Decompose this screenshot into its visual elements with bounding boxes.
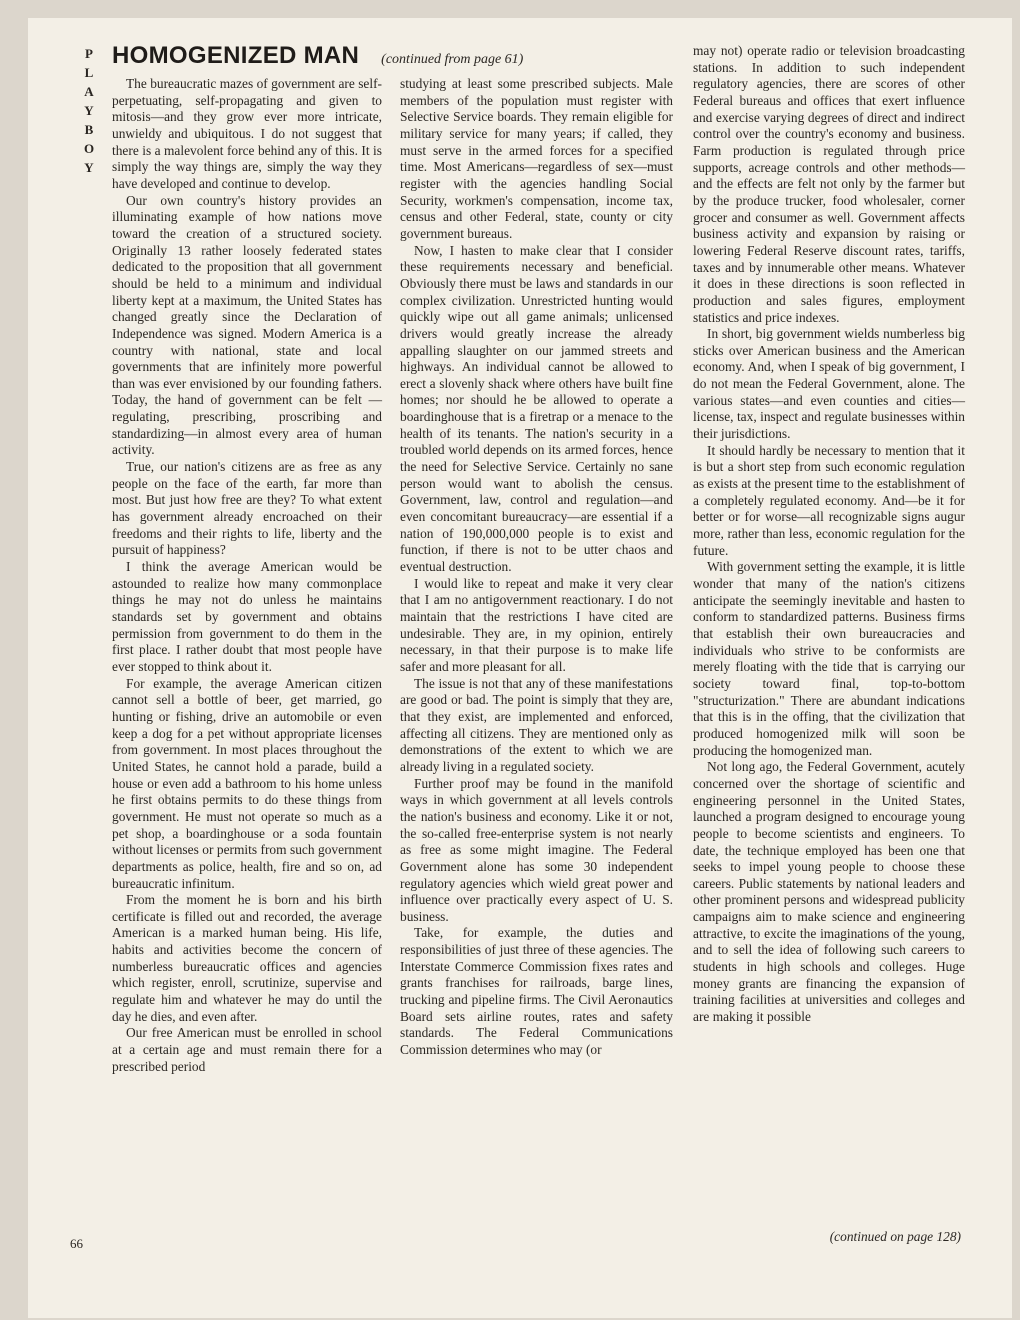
paragraph: I would like to repeat and make it very clear that I am no antigovernment reactionary. I do not maintain that the restrictions I have cited are undesirable. They are, in my opinion, entirely necessary, in that their purpose is to make life safer and more pleasant for all. (400, 575, 673, 674)
paragraph: may not) operate radio or television broadcasting stations. In addition to such independent regulatory agencies, there are scores of other Federal bureaus and offices that exert influence and exercise varying degrees of direct and indirect control over the country's economy and business. Farm production is regulated through price supports, acreage controls and other methods—and the effects are felt not only by the farmer but by the produce trucker, food wholesaler, corner grocer and consumer as well. Government affects business activity and expansion by raising or lowering Federal Reserve discount rates, tariffs, taxes and by innumerable other means. Whatever it does in these directions is soon reflected in production and sales figures, employment statistics and price indexes. (693, 43, 965, 325)
paragraph: From the moment he is born and his birth certificate is filled out and recorded, the average American is a marked human being. His life, habits and activities become the concern of numberless bureaucratic offices and agencies which register, enroll, scrutinize, supervise and regulate him and whatever he may do until the day he dies, and even after. (112, 892, 382, 1024)
paragraph: For example, the average American citizen cannot sell a bottle of beer, get married, go hunting or fishing, drive an automobile or even keep a dog for a pet without appropriate licenses from government. In most places throughout the United States, he cannot hold a parade, build a house or even add a bathroom to his home unless he first obtains permits to do these things from government. He must not operate so much as a pet shop, a boardinghouse or a soda fountain without licenses or permits from such government departments as police, health, fire and so on, ad bureaucratic infinitum. (112, 675, 382, 891)
column-1 (112, 76, 382, 1075)
paragraph: Further proof may be found in the manifold ways in which government at all levels controls the nation's business and economy. Like it or not, the so-called free-enterprise system is not nearly as free as some might imagine. The Federal Government alone has some 30 independent regulatory agencies which wield great power and influence over practically every aspect of U. S. business. (400, 775, 673, 924)
paragraph: The issue is not that any of these manifestations are good or bad. The point is simply that they are, that they exist, are implemented and enforced, affecting all citizens. They are mentioned only as demonstrations of the extent to which we are already living in a regulated society. (400, 675, 673, 774)
paragraph: In short, big government wields numberless big sticks over American business and the American economy. And, when I speak of big government, I do not mean the Federal Government, alone. The various states—and even counties and cities—license, tax, inspect and regulate businesses within their jurisdictions. (693, 326, 965, 442)
paragraph: Now, I hasten to make clear that I consider these requirements necessary and beneficial. Obviously there must be laws and standards in our complex civilization. Unrestricted hunting would quickly wipe out all game animals; unlicensed drivers would greatly increase the already appalling slaughter on our jammed streets and highways. An individual cannot be allowed to erect a slovenly shack where others have built fine homes; nor should he be allowed to operate a boardinghouse that is a firetrap or a menace to the health of its tenants. The nation's security in a troubled world depends on its armed forces, hence the need for Selective Service. Certainly no sane person would want to abolish the census. Government, law, control and regulation—and even concomitant bureaucracy—are essential if a nation of 190,000,000 people is to exist and function, if there is not to be utter chaos and eventual destruction. (400, 242, 673, 575)
page-number: 66 (70, 1236, 83, 1251)
column-2 (400, 76, 673, 1059)
paragraph: studying at least some prescribed subjects. Male members of the population must register with Selective Service boards. They remain eligible for military service for many years; if called, they must serve in the armed forces for a specified time. Most Americans—regardless of sex—must register with the agencies handling Social Security, workmen's compensation, income tax, census and other Federal, state, county or city government bureaus. (400, 76, 673, 241)
brand-vertical: PLAYBOY (83, 46, 95, 175)
column-3 (693, 43, 965, 1026)
paragraph: Take, for example, the duties and responsibilities of just three of these agencies. The Interstate Commerce Commission fixes rates and grants franchises for railroads, barge lines, trucking and pipeline firms. The Civil Aeronautics Board sets airline routes, rates and safety standards. The Federal Communications Commission determines who may (or (400, 925, 673, 1058)
continued-from: (continued from page 61) (381, 52, 524, 67)
paragraph: True, our nation's citizens are as free as any people on the face of the earth, far more than most. But just how free are they? To what extent has government already encroached on their freedoms and their rights to life, liberty and the pursuit of happiness? (112, 459, 382, 558)
paragraph: With government setting the example, it is little wonder that many of the nation's citizens anticipate the seemingly inevitable and hasten to conform to standardized patterns. Business firms that establish their own bureaucracies and individuals who strive to be conformists are merely floating with the tide that is carrying our society toward final, top-to-bottom "structurization." There are abundant indications that this is in the offing, that the civilization that produced homogenized milk will soon be producing the homogenized man. (693, 559, 965, 758)
article-title: HOMOGENIZED MAN (112, 42, 360, 69)
paragraph: It should hardly be necessary to mention that it is but a short step from such economic regulation as exists at the present time to the establishment of a completely regulated economy. And—be it for better or for worse—all recognizable signs augur more, rather than less, economic regulation for the future. (693, 442, 965, 558)
headline (112, 42, 523, 70)
paragraph: The bureaucratic mazes of government are self-perpetuating, self-propagating and given to mitosis—and they grow ever more intricate, unwieldy and ubiquitous. I do not suggest that there is a malevolent force behind any of this. It is simply the way things are, simply the way they have developed and continue to develop. (112, 76, 382, 191)
paragraph: Not long ago, the Federal Government, acutely concerned over the shortage of scientific and engineering personnel in the United States, launched a program designed to encourage young people to become scientists and engineers. To date, the technique employed has been one that seeks to impel young people to choose these careers. Public statements by national leaders and other prominent persons and widespread publicity campaigns aim to make science and engineering attractive, to excite the imaginations of the young, and to sell the idea of following such careers to students in high schools and colleges. Huge money grants are financing the expansion of training facilities at universities and colleges and are making it possible (693, 759, 965, 1025)
paragraph: Our own country's history provides an illuminating example of how nations move toward the creation of a structured society. Originally 13 rather loosely federated states dedicated to the proposition that all government should be held to a minimum and individual liberty kept at a maximum, the United States has changed greatly since the Declaration of Independence was signed. Modern America is a country with national, state and local governments that are infinitely more powerful than was ever envisioned by our founding fathers. Today, the hand of government can be felt —regulating, prescribing, proscribing and standardizing—in almost every area of human activity. (112, 192, 382, 458)
paragraph: Our free American must be enrolled in school at a certain age and must remain there for a prescribed period (112, 1025, 382, 1074)
paragraph: I think the average American would be astounded to realize how many commonplace things he may not do unless he maintains standards set by government and obtains permission from government to do them in the first place. I rather doubt that most people have ever stopped to think about it. (112, 559, 382, 674)
continued-on: (continued on page 128) (829, 1229, 961, 1244)
